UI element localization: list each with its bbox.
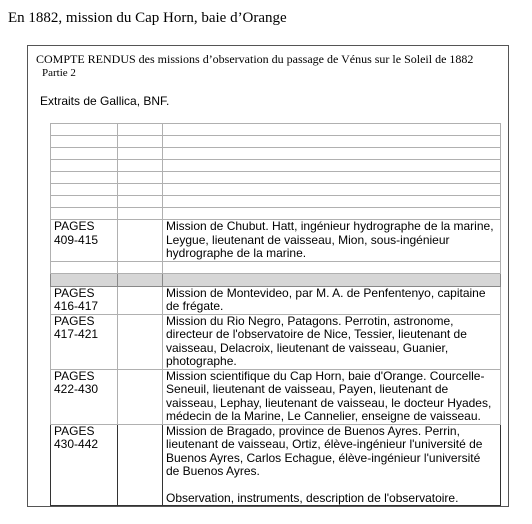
source-note: Extraits de Gallica, BNF.	[40, 94, 170, 108]
table-row	[51, 286, 501, 314]
description-cell: Mission de Chubut. Hatt, ingénieur hydrographe de la marine, Leygue, lieutenant de vaisseau, Mion, sous-ingénieur hydrographe de la marine.	[163, 220, 501, 262]
empty-row	[51, 148, 501, 160]
blank-cell	[118, 314, 163, 369]
table-row	[51, 220, 501, 262]
empty-row	[51, 184, 501, 196]
empty-row	[51, 196, 501, 208]
pages-cell: PAGES 416-417	[51, 286, 118, 314]
blank-cell	[118, 369, 163, 424]
empty-row	[51, 172, 501, 184]
description-cell: Mission de Bragado, province de Buenos Ayres. Perrin, lieutenant de vaisseau, Ortiz, élève-ingénieur l'université de Buenos Ayres, Carlos Echague, élève-ingénieur l'université de Buenos Ayres. Observation, instruments, description de l'observatoire.	[163, 424, 501, 506]
page-heading: En 1882, mission du Cap Horn, baie d’Orange	[8, 10, 287, 26]
pages-cell: PAGES 409-415	[51, 220, 118, 262]
description-note: Observation, instruments, description de l'observatoire.	[166, 490, 459, 505]
empty-row	[51, 160, 501, 172]
blank-cell	[118, 424, 163, 506]
description-cell: Mission du Rio Negro, Patagons. Perrotin, astronome, directeur de l'observatoire de Nice, Tessier, lieutenant de vaisseau, Delacroix, lieutenant de vaisseau, Guanier, photographe.	[163, 314, 501, 369]
pages-cell: PAGES 422-430	[51, 369, 118, 424]
document-title: COMPTE RENDUS des missions d’observation du passage de Vénus sur le Soleil de 1882	[36, 52, 474, 66]
missions-table	[50, 123, 501, 506]
empty-row	[51, 261, 501, 273]
table-row	[51, 369, 501, 424]
blank-cell	[118, 220, 163, 262]
empty-row	[51, 208, 501, 220]
description-cell: Mission scientifique du Cap Horn, baie d'Orange. Courcelle- Seneuil, lieutenant de vaisseau, Payen, lieutenant de vaisseau, Lephay, lieutenant de vaisseau, le docteur Hyades, médecin de la Marine, Le Cannelier, enseigne de vaisseau.	[163, 369, 501, 424]
table-row	[51, 314, 501, 369]
pages-cell: PAGES 417-421	[51, 314, 118, 369]
document-subtitle: Partie 2	[42, 67, 76, 79]
empty-row	[51, 124, 501, 136]
shaded-row	[51, 273, 501, 286]
pages-cell: PAGES 430-442	[51, 424, 118, 506]
table-row	[51, 424, 501, 506]
blank-cell	[118, 286, 163, 314]
description-cell: Mission de Montevideo, par M. A. de Penfentenyo, capitaine de frégate.	[163, 286, 501, 314]
empty-row	[51, 136, 501, 148]
